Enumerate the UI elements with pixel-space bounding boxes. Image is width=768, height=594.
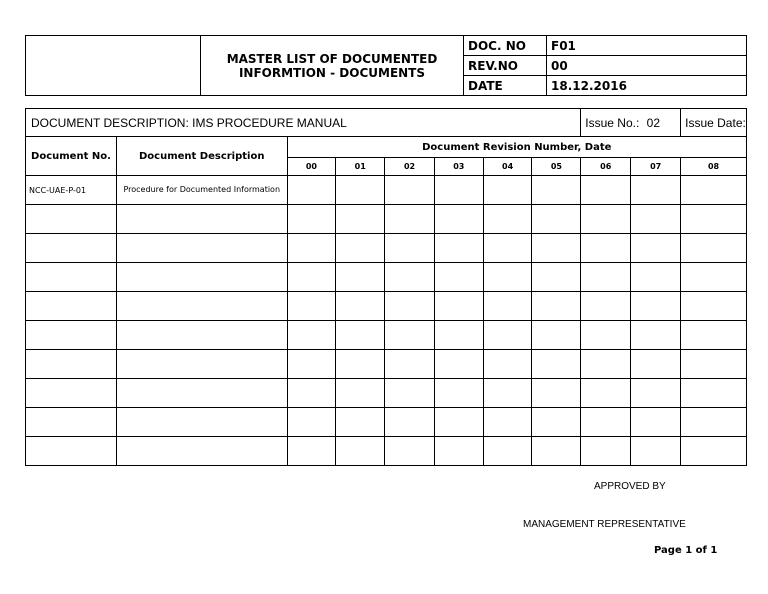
- issue-date-label: Issue Date:: [685, 115, 746, 130]
- revision-cell-02: [385, 176, 435, 205]
- revision-cell-04: [483, 408, 532, 437]
- document-description-cell: [116, 350, 287, 379]
- revision-cell-04: [483, 350, 532, 379]
- revision-cell-08: [681, 350, 747, 379]
- table-body: [26, 176, 747, 466]
- doc-no-label: DOC. NO: [464, 36, 547, 56]
- revision-cell-03: [434, 408, 483, 437]
- revision-cell-05: [532, 292, 581, 321]
- revision-number-07: 07: [631, 158, 681, 176]
- revision-cell-02: [385, 205, 435, 234]
- table-row: [26, 379, 747, 408]
- document-description-cell: [116, 234, 287, 263]
- document-description-cell: [116, 205, 287, 234]
- revision-cell-04: [483, 321, 532, 350]
- revision-cell-04: [483, 234, 532, 263]
- revision-cell-00: [287, 263, 336, 292]
- revision-cell-05: [532, 379, 581, 408]
- revision-cell-08: [681, 176, 747, 205]
- document-description-cell: [116, 437, 287, 466]
- revision-cell-05: [532, 176, 581, 205]
- revision-cell-01: [336, 234, 385, 263]
- revision-cell-00: [287, 379, 336, 408]
- revision-cell-05: [532, 263, 581, 292]
- revision-cell-01: [336, 176, 385, 205]
- revision-cell-07: [631, 205, 681, 234]
- revision-cell-04: [483, 379, 532, 408]
- revision-cell-06: [581, 379, 631, 408]
- revision-cell-04: [483, 437, 532, 466]
- table-row: [26, 292, 747, 321]
- table-row: [26, 408, 747, 437]
- revision-cell-03: [434, 205, 483, 234]
- revision-cell-02: [385, 234, 435, 263]
- table-row: [26, 437, 747, 466]
- revision-cell-04: [483, 205, 532, 234]
- revision-cell-07: [631, 176, 681, 205]
- revision-cell-05: [532, 408, 581, 437]
- revision-cell-06: [581, 350, 631, 379]
- revision-cell-07: [631, 379, 681, 408]
- revision-cell-03: [434, 350, 483, 379]
- document-no-cell: [26, 234, 117, 263]
- revision-cell-06: [581, 437, 631, 466]
- revision-cell-03: [434, 321, 483, 350]
- revision-cell-00: [287, 408, 336, 437]
- revision-cell-06: [581, 408, 631, 437]
- page-number: Page 1 of 1: [654, 545, 718, 556]
- revision-cell-08: [681, 263, 747, 292]
- revision-number-02: 02: [385, 158, 435, 176]
- document-no-cell: [26, 292, 117, 321]
- revision-cell-02: [385, 379, 435, 408]
- revision-cell-03: [434, 437, 483, 466]
- revision-cell-08: [681, 292, 747, 321]
- revision-number-00: 00: [287, 158, 336, 176]
- document-no-cell: [26, 350, 117, 379]
- revision-cell-07: [631, 321, 681, 350]
- table-row: [26, 263, 747, 292]
- date-value: 18.12.2016: [547, 76, 747, 96]
- revision-cell-08: [681, 205, 747, 234]
- revision-cell-06: [581, 176, 631, 205]
- revision-cell-01: [336, 292, 385, 321]
- revision-cell-03: [434, 176, 483, 205]
- revision-cell-08: [681, 408, 747, 437]
- revision-cell-08: [681, 379, 747, 408]
- date-label: DATE: [464, 76, 547, 96]
- revision-cell-04: [483, 263, 532, 292]
- table-row: [26, 321, 747, 350]
- document-no-cell: [26, 379, 117, 408]
- revision-cell-08: [681, 234, 747, 263]
- revision-cell-07: [631, 437, 681, 466]
- document-no-cell: [26, 321, 117, 350]
- document-description-cell: [116, 408, 287, 437]
- revision-number-05: 05: [532, 158, 581, 176]
- revision-cell-05: [532, 437, 581, 466]
- revision-cell-06: [581, 292, 631, 321]
- document-description-cell: [116, 379, 287, 408]
- doc-no-value: F01: [547, 36, 747, 56]
- revision-cell-00: [287, 292, 336, 321]
- revision-number-01: 01: [336, 158, 385, 176]
- rev-no-label: REV.NO: [464, 56, 547, 76]
- title-line-2: INFORMTION - DOCUMENTS: [238, 65, 426, 80]
- revision-cell-06: [581, 263, 631, 292]
- document-no-cell: [26, 263, 117, 292]
- revision-cell-02: [385, 292, 435, 321]
- document-description-cell: DOCUMENT DESCRIPTION: IMS PROCEDURE MANUAL: [26, 109, 581, 137]
- revision-cell-03: [434, 292, 483, 321]
- revision-number-08: 08: [681, 158, 747, 176]
- table-row: [26, 350, 747, 379]
- revision-cell-00: [287, 350, 336, 379]
- issue-no-label: Issue No.:: [585, 115, 640, 130]
- table-row: [26, 234, 747, 263]
- revision-cell-04: [483, 176, 532, 205]
- document-title: [201, 36, 464, 96]
- revision-cell-02: [385, 437, 435, 466]
- revision-cell-08: [681, 321, 747, 350]
- revision-cell-02: [385, 408, 435, 437]
- revision-cell-07: [631, 350, 681, 379]
- document-description-cell: [116, 321, 287, 350]
- issue-date-cell: [681, 109, 747, 137]
- document-header: [25, 35, 747, 96]
- revision-cell-03: [434, 234, 483, 263]
- document-description-cell: [116, 292, 287, 321]
- revision-cell-02: [385, 263, 435, 292]
- revision-cell-04: [483, 292, 532, 321]
- issue-no-cell: [581, 109, 681, 137]
- revision-cell-07: [631, 292, 681, 321]
- document-no-cell: NCC-UAE-P-01: [26, 176, 117, 205]
- revision-cell-03: [434, 263, 483, 292]
- revision-cell-01: [336, 437, 385, 466]
- rev-no-value: 00: [547, 56, 747, 76]
- table-row: [26, 176, 747, 205]
- revision-number-04: 04: [483, 158, 532, 176]
- revision-cell-00: [287, 437, 336, 466]
- revision-cell-06: [581, 205, 631, 234]
- document-description-cell: Procedure for Documented Information: [116, 176, 287, 205]
- revision-cell-05: [532, 321, 581, 350]
- document-no-cell: [26, 408, 117, 437]
- revision-number-03: 03: [434, 158, 483, 176]
- document-no-cell: [26, 437, 117, 466]
- issue-no-value: 02: [646, 115, 661, 130]
- logo-area: [26, 36, 201, 96]
- col-document-description: Document Description: [116, 137, 287, 176]
- revision-cell-02: [385, 321, 435, 350]
- title-line-1: MASTER LIST OF DOCUMENTED: [226, 51, 438, 66]
- revision-cell-01: [336, 263, 385, 292]
- signatory-label: MANAGEMENT REPRESENTATIVE: [523, 519, 686, 530]
- revision-cell-07: [631, 408, 681, 437]
- revision-cell-00: [287, 176, 336, 205]
- revision-cell-01: [336, 350, 385, 379]
- document-description-cell: [116, 263, 287, 292]
- revision-cell-00: [287, 321, 336, 350]
- revision-cell-07: [631, 234, 681, 263]
- col-document-no: Document No.: [26, 137, 117, 176]
- table-row: [26, 205, 747, 234]
- revision-cell-01: [336, 205, 385, 234]
- revision-cell-05: [532, 234, 581, 263]
- revision-cell-01: [336, 321, 385, 350]
- revision-cell-02: [385, 350, 435, 379]
- revision-cell-01: [336, 379, 385, 408]
- revision-cell-05: [532, 205, 581, 234]
- revision-cell-06: [581, 321, 631, 350]
- master-list-table: [25, 108, 747, 466]
- revision-cell-00: [287, 205, 336, 234]
- revision-cell-08: [681, 437, 747, 466]
- revision-cell-03: [434, 379, 483, 408]
- revision-header: Document Revision Number, Date: [287, 137, 746, 158]
- revision-cell-00: [287, 234, 336, 263]
- approved-by-label: APPROVED BY: [594, 481, 666, 492]
- revision-cell-01: [336, 408, 385, 437]
- document-no-cell: [26, 205, 117, 234]
- revision-number-06: 06: [581, 158, 631, 176]
- revision-cell-05: [532, 350, 581, 379]
- revision-cell-06: [581, 234, 631, 263]
- revision-cell-07: [631, 263, 681, 292]
